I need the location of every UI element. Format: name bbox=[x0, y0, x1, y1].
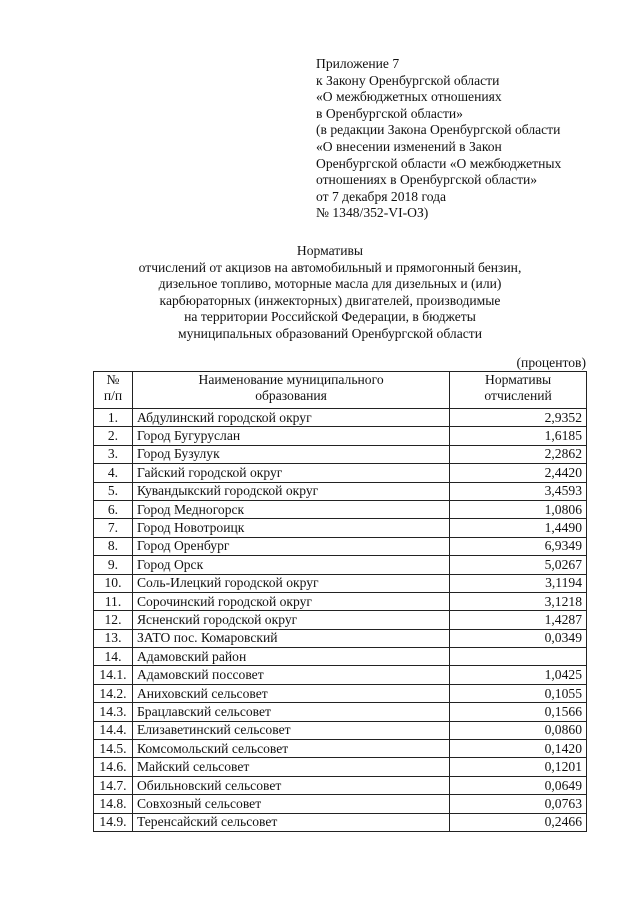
table-row bbox=[94, 556, 587, 574]
appendix-line: в Оренбургской области» bbox=[316, 105, 463, 121]
table-header-row bbox=[94, 372, 587, 409]
row-number: 5. bbox=[94, 482, 133, 500]
row-number: 2. bbox=[94, 427, 133, 445]
row-number: 8. bbox=[94, 537, 133, 555]
table-row bbox=[94, 409, 587, 427]
table-row bbox=[94, 758, 587, 776]
row-number: 1. bbox=[94, 409, 133, 427]
norm-value: 0,1420 bbox=[450, 740, 587, 758]
municipality-name: Город Бузулук bbox=[132, 445, 449, 463]
norm-value: 1,6185 bbox=[450, 427, 587, 445]
norm-value: 3,4593 bbox=[450, 482, 587, 500]
norm-value: 0,1055 bbox=[450, 684, 587, 702]
row-number: 14.3. bbox=[94, 703, 133, 721]
municipality-name: Ясненский городской округ bbox=[132, 611, 449, 629]
header-name: Наименование муниципального образования bbox=[132, 372, 449, 409]
municipality-name: Майский сельсовет bbox=[132, 758, 449, 776]
municipality-name: Город Новотроицк bbox=[132, 519, 449, 537]
row-number: 11. bbox=[94, 592, 133, 610]
municipality-name: Адамовский поссовет bbox=[132, 666, 449, 684]
municipality-name: Город Оренбург bbox=[132, 537, 449, 555]
municipality-name: Теренсайский сельсовет bbox=[132, 813, 449, 831]
norm-value: 1,4490 bbox=[450, 519, 587, 537]
row-number: 14.7. bbox=[94, 776, 133, 794]
appendix-line: Приложение 7 bbox=[316, 56, 400, 71]
norm-value: 3,1194 bbox=[450, 574, 587, 592]
municipality-name: ЗАТО пос. Комаровский bbox=[132, 629, 449, 647]
norm-value: 1,0425 bbox=[450, 666, 587, 684]
table-row bbox=[94, 703, 587, 721]
table-row bbox=[94, 445, 587, 463]
municipality-name: Елизаветинский сельсовет bbox=[132, 721, 449, 739]
norm-value: 0,0349 bbox=[450, 629, 587, 647]
norm-value: 0,0860 bbox=[450, 721, 587, 739]
norm-value: 3,1218 bbox=[450, 592, 587, 610]
row-number: 9. bbox=[94, 556, 133, 574]
table-row bbox=[94, 574, 587, 592]
municipality-name: Город Бугуруслан bbox=[132, 427, 449, 445]
table-row bbox=[94, 482, 587, 500]
appendix-line: № 1348/352-VI-ОЗ) bbox=[316, 205, 429, 221]
title-line: на территории Российской Федерации, в бюджеты bbox=[184, 309, 476, 325]
row-number: 14.6. bbox=[94, 758, 133, 776]
norm-value: 2,2862 bbox=[450, 445, 587, 463]
table-row bbox=[94, 776, 587, 794]
table-row bbox=[94, 684, 587, 702]
document-title bbox=[80, 243, 580, 343]
norm-value: 5,0267 bbox=[450, 556, 587, 574]
norm-value: 2,9352 bbox=[450, 409, 587, 427]
municipality-name: Город Медногорск bbox=[132, 500, 449, 518]
title-line: карбюраторных (инжекторных) двигателей, производимые bbox=[159, 292, 501, 308]
municipality-name: Обильновский сельсовет bbox=[132, 776, 449, 794]
header-num: № п/п bbox=[94, 372, 133, 409]
norm-value: 1,4287 bbox=[450, 611, 587, 629]
appendix-line: отношениях в Оренбургской области» bbox=[316, 172, 538, 188]
appendix-line: Оренбургской области «О межбюджетных bbox=[316, 155, 562, 171]
municipality-name: Адамовский район bbox=[132, 648, 449, 666]
table-row bbox=[94, 648, 587, 666]
appendix-line: (в редакции Закона Оренбургской области bbox=[316, 122, 561, 138]
table-row bbox=[94, 427, 587, 445]
norm-value: 6,9349 bbox=[450, 537, 587, 555]
row-number: 3. bbox=[94, 445, 133, 463]
norm-value: 0,1566 bbox=[450, 703, 587, 721]
row-number: 14.4. bbox=[94, 721, 133, 739]
municipality-name: Комсомольский сельсовет bbox=[132, 740, 449, 758]
table-row bbox=[94, 464, 587, 482]
municipality-name: Кувандыкский городской округ bbox=[132, 482, 449, 500]
norm-value: 0,2466 bbox=[450, 813, 587, 831]
row-number: 4. bbox=[94, 464, 133, 482]
table-row bbox=[94, 795, 587, 813]
municipality-name: Гайский городской округ bbox=[132, 464, 449, 482]
title-line: Нормативы bbox=[296, 243, 364, 258]
title-line: муниципальных образований Оренбургской области bbox=[178, 325, 482, 341]
municipality-name: Абдулинский городской округ bbox=[132, 409, 449, 427]
appendix-line: к Закону Оренбургской области bbox=[316, 72, 500, 88]
norm-value: 0,1201 bbox=[450, 758, 587, 776]
norm-value: 0,0763 bbox=[450, 795, 587, 813]
table-row bbox=[94, 629, 587, 647]
municipality-name: Город Орск bbox=[132, 556, 449, 574]
units-label: (процентов) bbox=[516, 355, 586, 370]
table-row bbox=[94, 721, 587, 739]
table-row bbox=[94, 740, 587, 758]
row-number: 14. bbox=[94, 648, 133, 666]
row-number: 7. bbox=[94, 519, 133, 537]
municipality-name: Совхозный сельсовет bbox=[132, 795, 449, 813]
table-row bbox=[94, 666, 587, 684]
appendix-line: от 7 декабря 2018 года bbox=[316, 188, 447, 204]
appendix-block bbox=[316, 56, 616, 222]
appendix-line: «О межбюджетных отношениях bbox=[316, 89, 502, 105]
norm-value: 0,0649 bbox=[450, 776, 587, 794]
table-row bbox=[94, 611, 587, 629]
norm-value bbox=[450, 648, 587, 666]
table-row bbox=[94, 537, 587, 555]
table-row bbox=[94, 500, 587, 518]
table-body bbox=[94, 409, 587, 832]
row-number: 13. bbox=[94, 629, 133, 647]
row-number: 14.9. bbox=[94, 813, 133, 831]
row-number: 10. bbox=[94, 574, 133, 592]
row-number: 14.1. bbox=[94, 666, 133, 684]
municipality-name: Аниховский сельсовет bbox=[132, 684, 449, 702]
title-line: дизельное топливо, моторные масла для дизельных и (или) bbox=[158, 276, 502, 292]
row-number: 6. bbox=[94, 500, 133, 518]
row-number: 14.5. bbox=[94, 740, 133, 758]
row-number: 14.8. bbox=[94, 795, 133, 813]
table-row bbox=[94, 592, 587, 610]
appendix-line: «О внесении изменений в Закон bbox=[316, 138, 502, 154]
table-row bbox=[94, 519, 587, 537]
row-number: 12. bbox=[94, 611, 133, 629]
header-value: Нормативы отчислений bbox=[450, 372, 587, 409]
norm-value: 1,0806 bbox=[450, 500, 587, 518]
municipality-name: Соль-Илецкий городской округ bbox=[132, 574, 449, 592]
table-row bbox=[94, 813, 587, 831]
municipality-name: Брацлавский сельсовет bbox=[132, 703, 449, 721]
municipality-name: Сорочинский городской округ bbox=[132, 592, 449, 610]
title-line: отчислений от акцизов на автомобильный и прямогонный бензин, bbox=[138, 259, 522, 275]
norms-table bbox=[93, 371, 587, 832]
norm-value: 2,4420 bbox=[450, 464, 587, 482]
row-number: 14.2. bbox=[94, 684, 133, 702]
